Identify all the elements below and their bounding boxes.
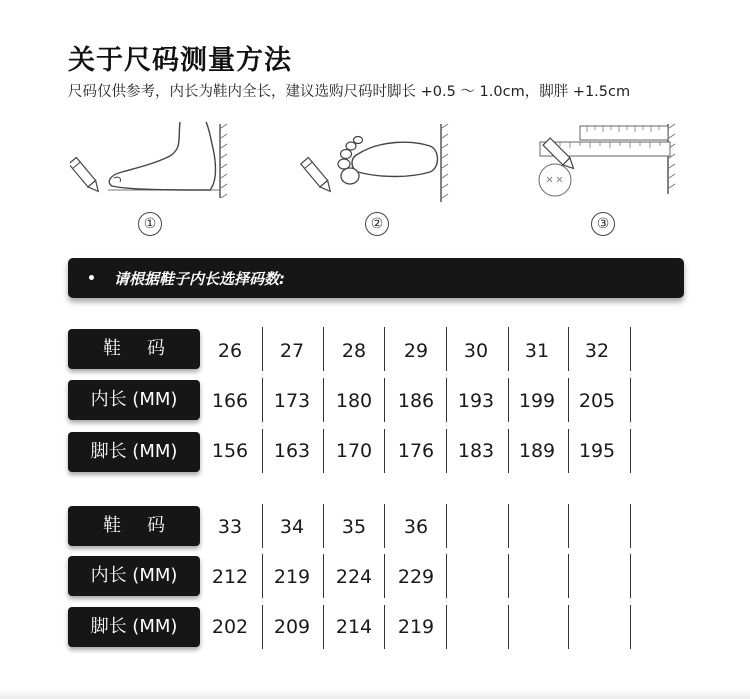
size-selection-banner <box>68 258 684 298</box>
table-cell: 195 <box>578 440 616 462</box>
table-cell: 219 <box>273 566 311 588</box>
row-label-inner-length: 内长 (MM) <box>68 380 200 420</box>
row-label-shoe-size: 鞋码 <box>68 329 200 369</box>
step-number-3: ③ <box>591 212 615 236</box>
table-cell: 209 <box>273 616 311 638</box>
column-divider <box>323 378 324 422</box>
column-divider <box>630 429 631 473</box>
column-divider <box>508 327 509 371</box>
table-cell: 163 <box>273 440 311 462</box>
bullet-icon <box>89 275 94 280</box>
table-cell: 199 <box>518 390 556 412</box>
ruler-measuring-illustration <box>525 120 685 210</box>
table-cell: 205 <box>578 390 616 412</box>
column-divider <box>630 605 631 649</box>
column-divider <box>446 554 447 598</box>
table-cell: 32 <box>584 340 610 362</box>
table-cell: 166 <box>211 390 249 412</box>
column-divider <box>262 504 263 548</box>
column-divider <box>262 554 263 598</box>
column-divider <box>384 554 385 598</box>
table-cell: 156 <box>211 440 249 462</box>
column-divider <box>446 504 447 548</box>
column-divider <box>323 554 324 598</box>
step-number-1: ① <box>138 212 162 236</box>
table-cell: 212 <box>211 566 249 588</box>
column-divider <box>568 554 569 598</box>
table-cell: 170 <box>335 440 373 462</box>
banner-text: 请根据鞋子内长选择码数: <box>114 270 285 288</box>
column-divider <box>508 378 509 422</box>
foot-side-view-illustration <box>70 120 240 210</box>
column-divider <box>446 327 447 371</box>
row-label-shoe-size: 鞋码 <box>68 506 200 546</box>
row-label-foot-length: 脚长 (MM) <box>68 607 200 647</box>
column-divider <box>568 605 569 649</box>
column-divider <box>262 605 263 649</box>
column-divider <box>262 327 263 371</box>
column-divider <box>323 429 324 473</box>
column-divider <box>323 327 324 371</box>
table-cell: 193 <box>457 390 495 412</box>
table-cell: 176 <box>397 440 435 462</box>
table-cell: 224 <box>335 566 373 588</box>
column-divider <box>630 554 631 598</box>
table-cell: 26 <box>217 340 243 362</box>
column-divider <box>568 429 569 473</box>
row-label-inner-length: 内长 (MM) <box>68 556 200 596</box>
column-divider <box>508 429 509 473</box>
table-cell: 36 <box>403 516 429 538</box>
table-cell: 34 <box>279 516 305 538</box>
column-divider <box>262 378 263 422</box>
column-divider <box>568 504 569 548</box>
column-divider <box>384 327 385 371</box>
table-cell: 28 <box>341 340 367 362</box>
column-divider <box>508 504 509 548</box>
step-number-2: ② <box>365 212 389 236</box>
table-cell: 219 <box>397 616 435 638</box>
column-divider <box>508 554 509 598</box>
column-divider <box>384 504 385 548</box>
column-divider <box>568 378 569 422</box>
row-label-foot-length: 脚长 (MM) <box>68 432 200 472</box>
column-divider <box>323 605 324 649</box>
table-cell: 229 <box>397 566 435 588</box>
table-cell: 29 <box>403 340 429 362</box>
column-divider <box>446 605 447 649</box>
table-cell: 30 <box>463 340 489 362</box>
column-divider <box>630 327 631 371</box>
table-cell: 173 <box>273 390 311 412</box>
column-divider <box>446 378 447 422</box>
column-divider <box>568 327 569 371</box>
table-cell: 27 <box>279 340 305 362</box>
table-cell: 183 <box>457 440 495 462</box>
table-cell: 186 <box>397 390 435 412</box>
column-divider <box>446 429 447 473</box>
column-divider <box>508 605 509 649</box>
table-cell: 180 <box>335 390 373 412</box>
table-cell: 33 <box>217 516 243 538</box>
table-cell: 189 <box>518 440 556 462</box>
measurement-note: 尺码仅供参考，内长为鞋内全长，建议选购尺码时脚长 +0.5 ～ 1.0cm，脚胖 +1.5cm <box>68 84 631 100</box>
table-cell: 31 <box>524 340 550 362</box>
column-divider <box>262 429 263 473</box>
column-divider <box>323 504 324 548</box>
column-divider <box>630 504 631 548</box>
page-title: 关于尺码测量方法 <box>68 45 292 76</box>
table-cell: 35 <box>341 516 367 538</box>
foot-top-view-illustration <box>300 120 470 210</box>
table-cell: 214 <box>335 616 373 638</box>
bottom-edge <box>0 688 750 699</box>
column-divider <box>384 378 385 422</box>
column-divider <box>384 605 385 649</box>
column-divider <box>630 378 631 422</box>
column-divider <box>384 429 385 473</box>
table-cell: 202 <box>211 616 249 638</box>
